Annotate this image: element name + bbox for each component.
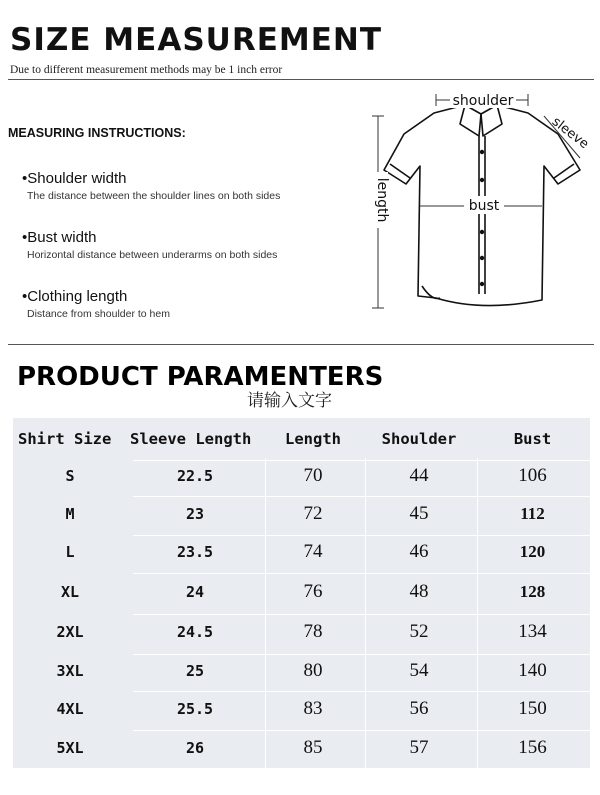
table-cell: 48 [409, 580, 429, 602]
table-cell: 57 [409, 737, 429, 758]
instruction-desc: Horizontal distance between underarms on both sides [27, 249, 278, 261]
table-cell: 83 [303, 697, 323, 719]
table-row-divider [133, 460, 590, 461]
instruction-desc: Distance from shoulder to hem [27, 308, 170, 320]
table-cell: 23 [185, 504, 205, 523]
table-cell: 52 [409, 621, 429, 642]
table-header-cell: Length [285, 430, 341, 448]
table-cell: 156 [518, 737, 547, 758]
instruction-heading: •Bust width [22, 229, 97, 246]
size-table [13, 418, 590, 768]
table-cell: 25 [185, 661, 205, 680]
table-cell: 22.5 [176, 467, 214, 485]
table-header-cell: Sleeve Length [130, 430, 252, 448]
table-cell: 134 [518, 621, 547, 642]
table-cell: 45 [409, 502, 429, 524]
table-row-divider [133, 654, 590, 655]
instruction-heading: •Clothing length [22, 288, 128, 305]
shirt-diagram [362, 86, 596, 316]
table-cell: 46 [409, 541, 429, 562]
table-cell: 80 [303, 659, 323, 681]
page-title: SIZE MEASUREMENT [10, 22, 382, 58]
instruction-shoulder [22, 170, 280, 202]
size-label-cell: 5XL [56, 739, 84, 757]
table-cell: 24 [185, 582, 205, 601]
instruction-desc: The distance between the shoulder lines on both sides [27, 190, 281, 202]
placeholder-watermark: 请输入文字 [247, 391, 332, 411]
table-cell: 25.5 [176, 699, 214, 718]
table-cell: 23.5 [176, 543, 214, 561]
table-cell: 106 [518, 465, 547, 486]
header-divider [8, 79, 594, 80]
length-label: length [374, 177, 390, 223]
sleeve-label: sleeve [548, 114, 592, 153]
table-cell: 24.5 [176, 623, 214, 641]
bust-label: bust [468, 198, 500, 214]
table-cell: 85 [303, 737, 323, 758]
size-label-cell: M [65, 504, 75, 523]
table-row-divider [133, 535, 590, 536]
table-header-cell: Shoulder [381, 430, 457, 448]
table-cell: 26 [185, 739, 205, 757]
size-label-cell: S [65, 467, 75, 485]
table-cell: 150 [518, 697, 547, 719]
table-row-divider [133, 573, 590, 574]
error-note: Due to different measurement methods may be 1 inch error [10, 64, 283, 76]
table-cell: 56 [409, 697, 429, 719]
table-row-divider [133, 730, 590, 731]
table-cell: 112 [520, 503, 545, 523]
table-cell: 140 [518, 659, 547, 681]
instruction-heading: •Shoulder width [22, 170, 127, 187]
table-cell: 44 [409, 465, 429, 486]
instructions-title: MEASURING INSTRUCTIONS: [8, 126, 186, 140]
instruction-bust [22, 229, 277, 261]
table-row-divider [133, 496, 590, 497]
table-row-divider [133, 614, 590, 615]
table-cell: 72 [303, 502, 323, 524]
table-cell: 128 [519, 581, 546, 601]
instruction-length [22, 288, 170, 320]
table-header-cell: Shirt Size [18, 430, 112, 448]
size-label-cell: 3XL [56, 661, 84, 680]
table-cell: 74 [303, 541, 323, 562]
product-title: PRODUCT PARAMENTERS [17, 362, 384, 392]
table-cell: 78 [303, 621, 323, 642]
table-cell: 70 [303, 465, 323, 486]
size-label-cell: 4XL [56, 699, 84, 718]
table-cell: 120 [519, 542, 546, 561]
size-label-cell: L [65, 543, 75, 561]
section-divider [8, 344, 594, 345]
table-cell: 54 [409, 659, 429, 681]
table-cell: 76 [303, 580, 323, 602]
table-row-divider [133, 691, 590, 692]
shoulder-label: shoulder [452, 93, 514, 109]
size-label-cell: XL [60, 582, 80, 601]
size-label-cell: 2XL [56, 623, 84, 641]
table-header-cell: Bust [513, 430, 552, 448]
